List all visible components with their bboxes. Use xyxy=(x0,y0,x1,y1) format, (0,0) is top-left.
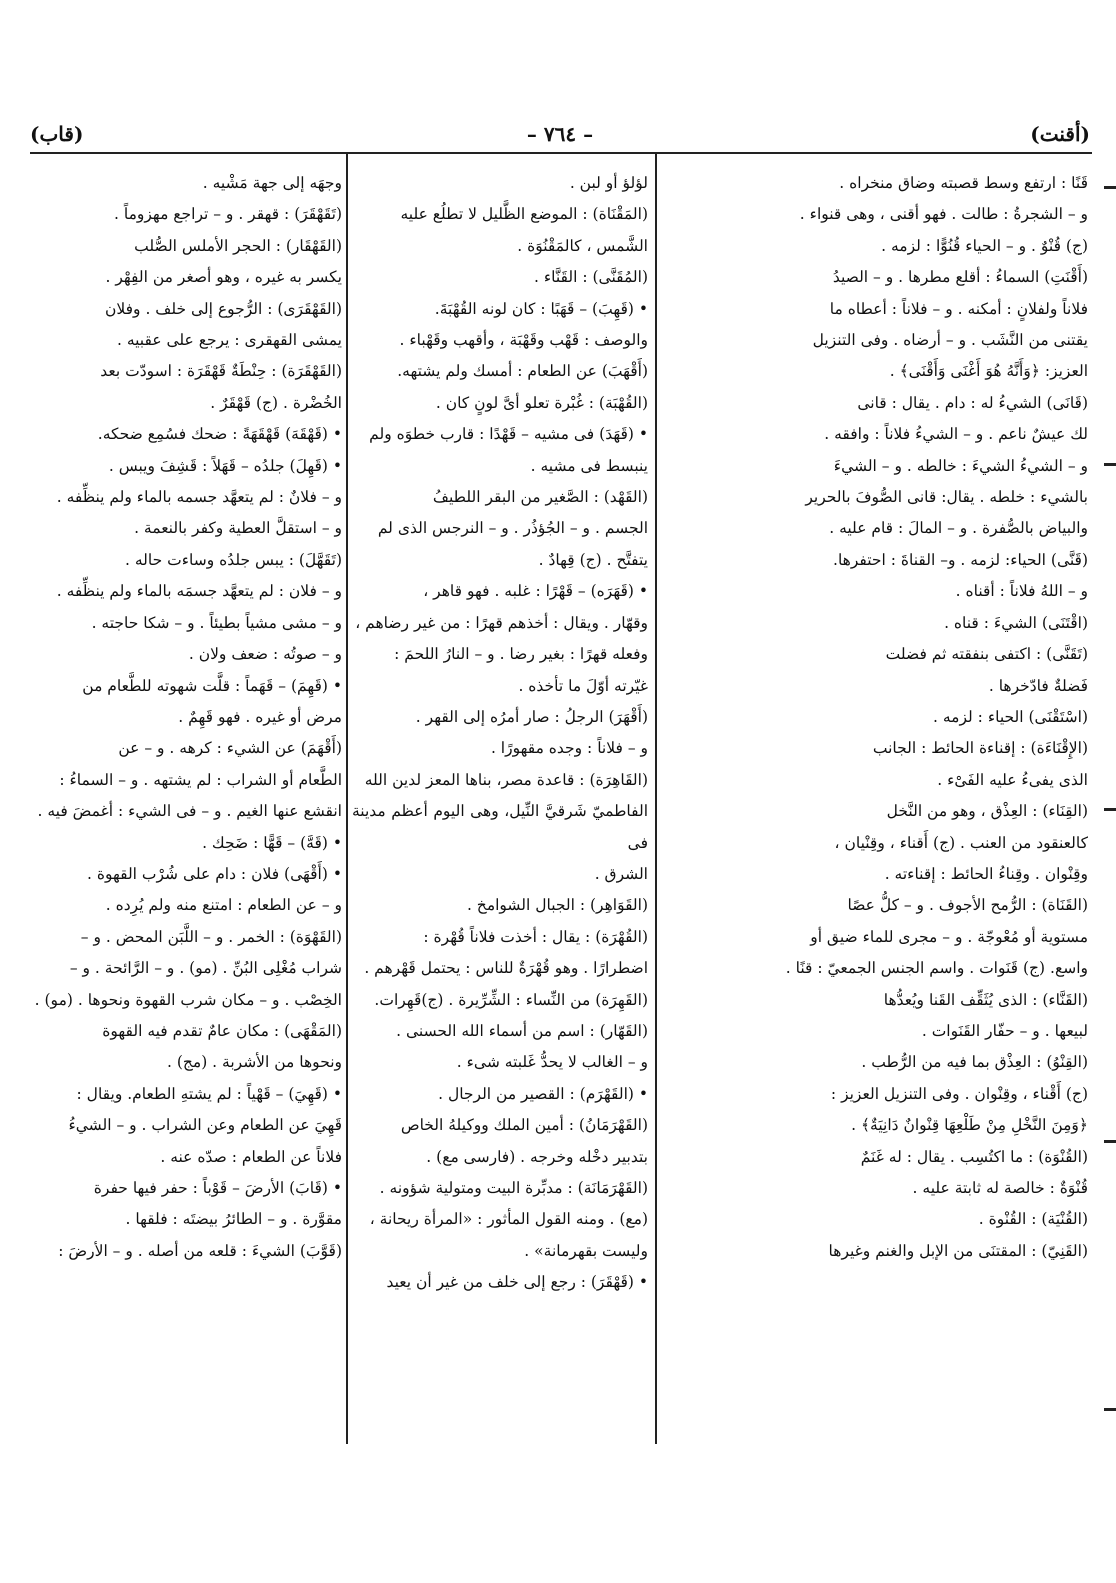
entry-line: اضطرارًا . وهو قُهْرَةٌ للناس : يحتمل قَهْرهم . xyxy=(364,959,648,978)
entry-line: انقشع عنها الغيم . و – فى الشيء : أغمضَ فيه . xyxy=(37,802,342,821)
entry-line: و – اللهُ فلاناً : أقناه . xyxy=(955,582,1088,601)
entry-line: فلاناً عن الطعام : صدّه عنه . xyxy=(160,1147,342,1166)
header-rule xyxy=(30,152,1092,154)
entry-line: العزيز: ﴿وَأَنَّهُ هُوَ أَغْنَى وَأَقْنَى﴾ . xyxy=(889,362,1088,381)
entry-line: (تَقَهْقَرَ) : قهقر . و – تراجع مهزوماً . xyxy=(114,205,342,224)
entry-line: (قَوَّبَ) الشيءَ : قلعه من أصله . و – الأرضَ : xyxy=(58,1241,342,1260)
margin-mark xyxy=(1104,186,1116,189)
entry-line: و – فلاناً : وجده مقهورًا . xyxy=(490,739,648,758)
entry-line: و – صوتُه : ضعف ولان . xyxy=(188,645,342,664)
entry-line: • (قَهْقَهَ) قَهْقَهَةً : ضحك فسُمِع ضحكه. xyxy=(97,425,342,444)
entry-line: وجهَه إلى جهة مَشْيه . xyxy=(202,174,342,192)
entry-line: • (قَهْقَرَ) : رجع إلى خلف من غير أن يعيد xyxy=(386,1273,648,1292)
entry-line: • (أَقْهَى) فلان : دام على شُرْب القهوة . xyxy=(86,864,342,883)
entry-line: (قَانَى) الشيءُ له : دام . يقال : قانى xyxy=(857,393,1088,412)
entry-line: وقهّار . ويقال : أخذهم قهرًا : من غير رضاهم ، xyxy=(355,613,648,632)
entry-line: (القَنَّاء) : الذى يُثَقِّف القَنا ويُعدُّها xyxy=(883,990,1088,1009)
entry-line: (القَهْقَرَة) : حِنْطَةٌ قَهْقَرَة : اسودّت بعد xyxy=(100,362,342,381)
entry-line: شراب مُغْلِى البُنِّ . (مو) . و – الرَّائحة . و – xyxy=(69,959,342,978)
entry-line: (تَقَنَّى) : اكتفى بنفقته ثم فضلت xyxy=(885,645,1088,664)
entry-line: (الإِقْنَاءَة) : إقناءة الحائط : الجانب xyxy=(872,739,1088,758)
column-divider-left xyxy=(346,154,348,1444)
entry-line: و – فلان : لم يتعهَّد جسمَه بالماء ولم ينظِّفه . xyxy=(56,582,342,601)
entry-line: مقوَّرة . و – الطائرُ بيضتَه : فلقها . xyxy=(125,1210,342,1229)
entry-line: (القَوَاهِر) : الجبال الشوامخ . xyxy=(466,896,648,915)
entry-line: الخِصْب . و – مكان شرب القهوة ونحوها . (مو) . xyxy=(34,990,342,1009)
entry-line: مستوية أو مُعْوجّة . و – مجرى للماء ضيق أو xyxy=(810,927,1088,946)
entry-line: و – الشجرةُ : طالت . فهو أقنى ، وهى قنواء . xyxy=(799,205,1088,224)
entry-line: بتدبير دخْله وخرجه . (فارسى مع) . xyxy=(426,1147,648,1166)
entry-line: ينبسط فى مشيه . xyxy=(530,456,648,475)
entry-line: يتفتَّح . (ج) قِهادٌ . xyxy=(538,550,648,569)
entry-line: (ج) قُنْوٌ . و – الحياء قُنُوًّا : لزمه . xyxy=(881,236,1088,255)
entry-line: (القُنْيَة) : القُنْوة . xyxy=(978,1210,1088,1229)
margin-mark xyxy=(1104,1140,1116,1143)
entry-line: • (قَهِيَ) – قَهْياً : لم يشتهِ الطعام. ويقال : xyxy=(76,1084,342,1103)
entry-line: (القَهْقَار) : الحجر الأملس الصُّلب xyxy=(134,236,342,255)
entry-line: • (قَهِمَ) – قَهَماً : قلَّت شهوته للطَّعام من xyxy=(82,676,342,695)
header-left-word: (قاب) xyxy=(30,122,84,146)
entry-line: (أَقْنَتِ) السماءُ : أقلع مطرها . و – الصيدُ xyxy=(832,268,1088,287)
entry-line: • (قَهَدَ) فى مشيه – قَهْدًا : قارب خطوَه ولم xyxy=(369,425,648,444)
entry-line: (اقْتَنَى) الشيءَ : قناه . xyxy=(944,613,1088,632)
entry-line: (تَقَهَّلَ) : يبس جلدُه وساءت حاله . xyxy=(125,550,342,569)
entry-line: لبيعها . و – حفّار القَنَوات . xyxy=(921,1021,1088,1040)
entry-line: و – مشى مشياً بطيئاً . و – شكا حاجته . xyxy=(91,613,342,632)
entry-line: (القَهْرَمَانَة) : مدبِّرة البيت ومتولية شؤونه . xyxy=(379,1179,648,1197)
entry-line: (المَقْنَاة) : الموضع الظَّليل لا تطلُع عليه xyxy=(400,205,648,224)
entry-line: (القَهِرَة) من النِّساء : الشِّرِّيرة . (ج)قَهِرات. xyxy=(374,990,648,1009)
entry-line: (المُقَنَّى) : القَنَّاء . xyxy=(533,268,648,287)
entry-line: • (قَهِلَ) جلدُه – قَهَلاً : قَشِفَ ويبس . xyxy=(108,456,342,475)
entry-line: ﴿وَمِنَ النَّخْلِ مِنْ طَلْعِهَا قِنْوانٌ دَانِيَةٌ﴾ . xyxy=(851,1116,1088,1135)
entry-line: يمشى القهقرى : يرجع على عقبيه . xyxy=(116,331,342,350)
entry-line: • (القَهْرَم) : القصير من الرجال . xyxy=(438,1084,648,1103)
column-left xyxy=(30,168,342,1438)
entry-line: (اسْتَقْنَى) الحياء : لزمه . xyxy=(933,707,1088,726)
entry-line: لؤلؤ أو لبن . xyxy=(569,174,648,192)
entry-line: كالعنقود من العنب . (ج) أَقناء ، وقِنْيان ، xyxy=(834,833,1088,852)
entry-line: يكسر به غيره ، وهو أصغر من الفِهْر . xyxy=(105,268,342,287)
entry-line: (القِنَاء) : العِذْق ، وهو من النَّخل xyxy=(886,802,1088,821)
entry-line: (أَقْهَرَ) الرجلُ : صار أمرُه إلى القهر . xyxy=(415,707,648,726)
entry-line: • (قَهَّ) – قَهًّا : ضَحِك . xyxy=(202,833,342,852)
entry-line: يقتنى من النَّشَب . و – أرضاه . وفى التنزيل xyxy=(812,331,1088,350)
entry-line: • (قَهَرَه) – قَهْرًا : غلبه . فهو قاهر ، xyxy=(423,582,648,601)
entry-line: (القَهّار) : اسم من أسماء الله الحسنى . xyxy=(396,1021,648,1040)
entry-line: والبياض بالصُّفرة . و – المالَ : قام عليه . xyxy=(829,519,1088,538)
entry-line: قَنًا : ارتفع وسط قصبته وضاق منخراه . xyxy=(839,174,1088,192)
entry-line: (ج) أَقْناء ، وقِنْوان . وفى التنزيل العزيز : xyxy=(830,1084,1088,1103)
entry-line: واسع. (ج) قَنَوات . واسم الجنس الجمعيّ : قنًا . xyxy=(785,959,1088,978)
entry-line: فلاناً ولفلانٍ : أمكنه . و – فلاناً : أعطاه ما xyxy=(829,299,1088,318)
entry-line: (القَهْد) : الصَّغير من البقر اللطيفُ xyxy=(432,488,648,507)
entry-line: لك عيشٌ ناعم . و – الشيءُ فلاناً : وافقه . xyxy=(824,425,1088,444)
margin-mark xyxy=(1104,1408,1116,1411)
entry-line: (القُهْبَة) : غُبْرة تعلو أىَّ لونٍ كان . xyxy=(435,393,648,412)
entry-line: قَهِيَ عن الطعام وعن الشراب . و – الشيءُ xyxy=(68,1116,342,1135)
entry-line: الفاطميّ شَرقيَّ النِّيل، وهى اليوم أعظم مدينة فى xyxy=(352,802,648,852)
entry-line: • (قَابَ) الأرضَ – قَوْباً : حفر فيها حفرة xyxy=(93,1179,342,1197)
entry-line: (القَاهِرَة) : قاعدة مصر، بناها المعز لدين الله xyxy=(364,770,648,789)
entry-line: الطَّعام أو الشراب : لم يشتهه . و – السماءُ : xyxy=(59,770,342,789)
entry-line: و – الغالب لا يحدُّ غَلبته شىء . xyxy=(456,1053,648,1072)
column-middle xyxy=(352,168,648,1438)
entry-line: (القَنِيّ) : المقتنَى من الإبل والغنم وغيرها xyxy=(828,1241,1088,1260)
entry-line: الخُضْرة . (ج) قَهْقَرٌ . xyxy=(210,393,342,412)
margin-mark xyxy=(1104,463,1116,466)
column-right xyxy=(660,168,1088,1438)
entry-line: ونحوها من الأشربة . (مج) . xyxy=(166,1053,342,1072)
entry-line: مرض أو غيره . فهو قَهِمٌ . xyxy=(178,707,342,726)
entry-line: (أَقْهَمَ) عن الشيء : كرهه . و – عن xyxy=(118,739,342,758)
entry-line: (القَهْرَمَانُ) : أمين الملك ووكيلهُ الخاص xyxy=(400,1116,648,1135)
entry-line: الجسم . و – الجُؤذُر . و – النرجس الذى لم xyxy=(377,519,648,538)
entry-line: (القُهْرَة) : يقال : أخذت فلاناً قُهْرة : xyxy=(423,927,648,946)
entry-line: (القَنَاة) : الرُّمح الأجوف . و – كلُّ عصًا xyxy=(847,896,1088,915)
entry-line: (مع) . ومنه القول المأثور : «المرأة ريحانة ، xyxy=(369,1210,648,1229)
margin-mark xyxy=(1104,808,1116,811)
page-number: – ٧٦٤ – xyxy=(526,122,594,146)
header-right-word: (أقنت) xyxy=(1030,122,1090,146)
entry-line: الشَّمس ، كالمَقْنُوَة . xyxy=(517,236,648,255)
entry-line: (المَقْهَى) : مكان عامٌ تقدم فيه القهوة xyxy=(102,1021,342,1040)
entry-line: وقِنْوان . وقِناءُ الحائط : إقناءته . xyxy=(884,864,1088,883)
entry-line: وفعله قهرًا : بغير رضا . و – النارُ اللحمَ : xyxy=(394,645,648,664)
entry-line: وليست بقهرمانة» . xyxy=(524,1241,648,1260)
entry-line: و – عن الطعام : امتنع منه ولم يُرِده . xyxy=(105,896,342,915)
entry-line: و – فلانٌ : لم يتعهَّد جسمه بالماء ولم ينظِّفه . xyxy=(56,488,342,507)
entry-line: (أَقْهَبَ) عن الطعام : أمسك ولم يشتهه. xyxy=(397,362,648,381)
entry-line: • (قَهِبَ) – قَهَبًا : كان لونه القُهْبَةَ. xyxy=(434,299,648,318)
entry-line: فَضلةٌ فادّخرها . xyxy=(988,676,1088,695)
entry-line: و – الشيءُ الشيءَ : خالطه . و – الشيءَ xyxy=(833,456,1088,475)
entry-line: و – استقلَّ العطية وكفر بالنعمة . xyxy=(134,519,342,538)
entry-line: غيّرته أوّلَ ما تأخذه . xyxy=(518,676,648,695)
entry-line: (القِنْوُ) : العِذْق بما فيه من الرُّطب . xyxy=(861,1053,1088,1072)
entry-line: (القَهْوَة) : الخمر . و – اللَّبَن المحض . و – xyxy=(80,927,342,946)
entry-line: (قَنَّى) الحياء: لزمه . و– القناةَ : احتفرها. xyxy=(833,550,1088,569)
entry-line: بالشيء : خلطه . يقال: قانى الصُّوفَ بالحرير xyxy=(805,488,1088,507)
entry-line: قُنْوَةٌ : خالصة له ثابتة عليه . xyxy=(912,1179,1088,1197)
entry-line: الذى يفىءُ عليه الفَىْء . xyxy=(937,770,1088,789)
column-divider-right xyxy=(655,154,657,1444)
entry-line: (القَهْقَرَى) : الرُّجوع إلى خلف . وفلان xyxy=(105,299,342,318)
entry-line: الشرق . xyxy=(594,864,648,883)
page-header xyxy=(30,118,1090,154)
entry-line: والوصف : قَهْب وقَهْبَة ، وأقهب وقَهْباء . xyxy=(399,331,648,350)
entry-line: (القُنْوَة) : ما اكتُسِب . يقال : له غَنَمٌ xyxy=(860,1147,1088,1166)
